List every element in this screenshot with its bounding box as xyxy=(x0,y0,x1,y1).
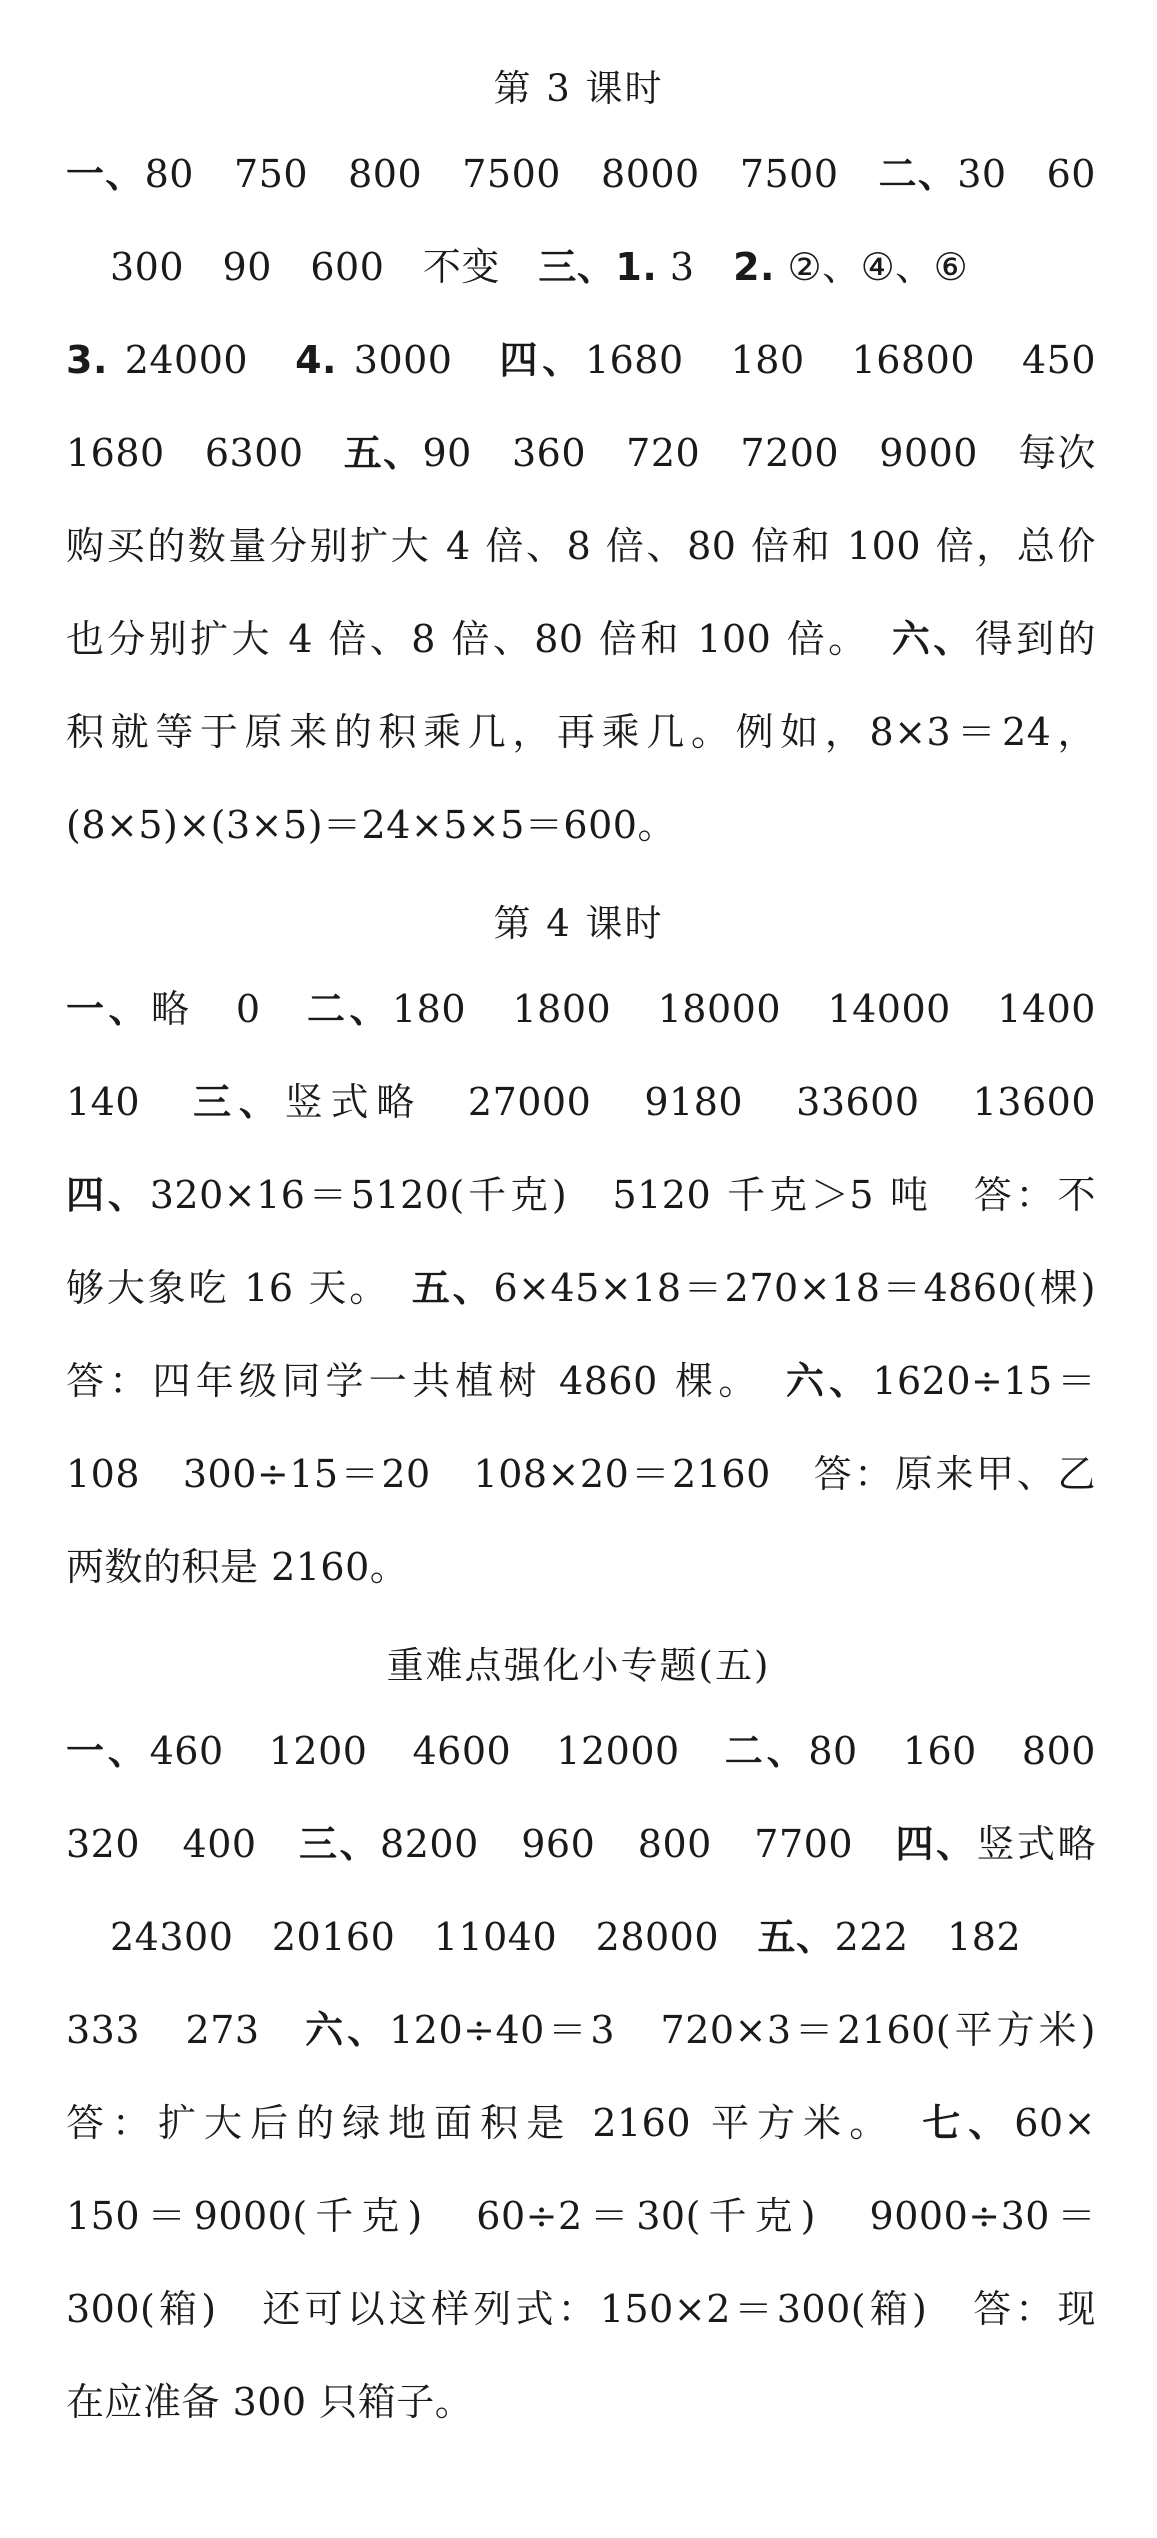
section-title-special-topic-5: 重难点强化小专题(五) xyxy=(386,1644,771,1687)
answer-line: 108 300÷15＝20 108×20＝2160 答：原来甲、乙 xyxy=(66,1452,1096,1496)
answer-line: 300 90 600 不变 三、1. 3 2. ②、④、⑥ xyxy=(110,245,969,289)
answer-line: 一、80 750 800 7500 8000 7500 二、30 60 xyxy=(66,152,1096,196)
answer-line: 3. 24000 4. 3000 四、1680 180 16800 450 xyxy=(66,338,1096,382)
answer-line: 1680 6300 五、90 360 720 7200 9000 每次 xyxy=(66,431,1096,475)
answer-line: 四、320×16＝5120(千克) 5120 千克＞5 吨 答：不 xyxy=(66,1173,1096,1217)
answer-line: 150＝9000(千克) 60÷2＝30(千克) 9000÷30＝ xyxy=(66,2194,1096,2238)
answer-line: 320 400 三、8200 960 800 7700 四、竖式略 xyxy=(66,1822,1096,1866)
answer-line: 答：四年级同学一共植树 4860 棵。 六、1620÷15＝ xyxy=(66,1359,1096,1403)
answer-line: 一、460 1200 4600 12000 二、80 160 800 xyxy=(66,1729,1096,1773)
answer-line: (8×5)×(3×5)＝24×5×5＝600。 xyxy=(66,803,676,847)
answer-line: 答：扩大后的绿地面积是 2160 平方米。 七、60× xyxy=(66,2101,1096,2145)
answer-line: 一、略 0 二、180 1800 18000 14000 1400 xyxy=(66,987,1096,1031)
section-title-lesson-4: 第 4 课时 xyxy=(493,902,664,945)
answer-line: 300(箱) 还可以这样列式：150×2＝300(箱) 答：现 xyxy=(66,2287,1096,2331)
answer-line: 也分别扩大 4 倍、8 倍、80 倍和 100 倍。 六、得到的 xyxy=(66,617,1096,661)
answer-line: 333 273 六、120÷40＝3 720×3＝2160(平方米) xyxy=(66,2008,1096,2052)
answer-line: 两数的积是 2160。 xyxy=(66,1545,409,1589)
answer-line: 24300 20160 11040 28000 五、222 182 xyxy=(110,1915,1022,1959)
answer-line: 140 三、竖式略 27000 9180 33600 13600 xyxy=(66,1080,1097,1124)
answer-line: 购买的数量分别扩大 4 倍、8 倍、80 倍和 100 倍，总价 xyxy=(66,524,1096,568)
answer-line: 积就等于原来的积乘几，再乘几。例如，8×3＝24， xyxy=(66,710,1096,754)
section-title-lesson-3: 第 3 课时 xyxy=(493,67,664,110)
answer-line: 在应准备 300 只箱子。 xyxy=(66,2380,474,2424)
answer-line: 够大象吃 16 天。 五、6×45×18＝270×18＝4860(棵) xyxy=(66,1266,1096,1310)
